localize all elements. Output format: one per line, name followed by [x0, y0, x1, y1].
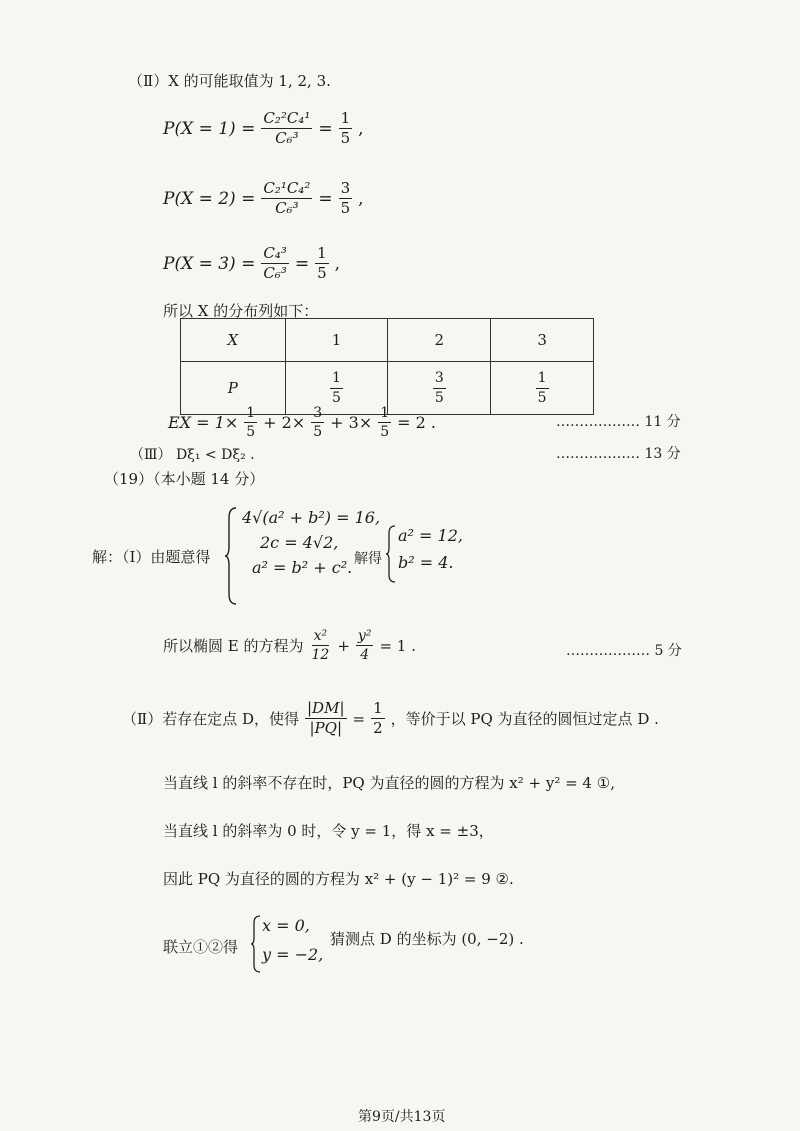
ellipse-fraction-y: [356, 628, 374, 663]
sys3-line: x = 0,: [262, 916, 310, 935]
ex-end: = 2 .: [397, 413, 436, 433]
prob-num: 1: [536, 370, 549, 388]
part2b-lead: （Ⅱ）若存在定点 D，使得: [122, 710, 299, 729]
p1-res-den: 5: [340, 129, 351, 148]
sys1-line: 2c = 4√2,: [260, 533, 339, 552]
sys2-line: a² = 12,: [398, 526, 463, 545]
p2-res-num: 3: [339, 180, 353, 199]
ell-f1-den: 12: [311, 647, 330, 664]
p3-num: C₄³: [261, 245, 289, 264]
prob-fraction: [536, 370, 549, 405]
p1-den: C₆³: [275, 129, 299, 148]
part3-answer: （Ⅲ） Dξ₁ < Dξ₂ .: [130, 447, 255, 463]
ex-f3-num: 1: [378, 405, 391, 423]
sys1-line: 4√(a² + b²) = 16,: [242, 508, 381, 527]
p2-num: C₂¹C₄²: [261, 180, 312, 199]
case-zero-slope: 当直线 l 的斜率为 0 时，令 y = 1，得 x = ±3，: [163, 822, 494, 840]
equation-system-3: [262, 916, 323, 964]
p1-end: ,: [358, 118, 364, 139]
left-brace-icon: [385, 524, 397, 584]
p2-res-den: 5: [340, 199, 351, 218]
ex-mid2: + 3×: [330, 413, 373, 433]
p3-den: C₆³: [263, 264, 287, 283]
score-5: ……………… 5 分: [566, 643, 682, 659]
ex-f3-den: 5: [380, 424, 390, 441]
joint-lead: 联立①②得: [163, 938, 239, 956]
prob-den: 5: [537, 389, 547, 406]
ellipse-intro: 所以椭圆 E 的方程为: [163, 637, 304, 656]
half-den: 2: [373, 719, 383, 738]
table-header-row: [181, 319, 594, 362]
p3-res-den: 5: [317, 264, 327, 283]
part2-heading: （Ⅱ）X 的可能取值为 1, 2, 3.: [128, 72, 331, 90]
prob-fraction: [330, 370, 343, 405]
ex-fraction-1: [244, 405, 257, 440]
p1-comb-fraction: [261, 110, 312, 148]
ratio-den: |PQ|: [309, 719, 342, 738]
p-x2-formula: [163, 180, 364, 218]
ell-f2-den: 4: [360, 647, 370, 664]
page-footer: 第9页/共13页: [358, 1109, 446, 1125]
left-brace-icon: [224, 506, 238, 606]
table-cell: P: [181, 362, 286, 415]
equation-system-2: [398, 526, 463, 572]
half-num: 1: [371, 700, 385, 719]
table-cell: 2: [388, 319, 491, 362]
ell-f1-num: x²: [312, 628, 330, 646]
case-vertical-line: 当直线 l 的斜率不存在时，PQ 为直径的圆的方程为 x² + y² = 4 ①,: [163, 774, 615, 792]
ex-f1-num: 1: [244, 405, 257, 423]
ellipse-fraction-x: [310, 628, 332, 663]
solve-word: 解得: [354, 551, 382, 567]
p3-result-fraction: [315, 245, 329, 283]
table-cell: 1: [285, 319, 388, 362]
sys1-line: a² = b² + c².: [252, 558, 353, 577]
ell-f2-num: y²: [356, 628, 374, 646]
score-13: ……………… 13 分: [556, 446, 681, 462]
p3-res-num: 1: [315, 245, 329, 264]
ell-end: = 1 .: [379, 636, 416, 655]
p3-eq: =: [294, 253, 310, 274]
half-fraction: [371, 700, 385, 738]
ex-f1-den: 5: [246, 424, 256, 441]
part2b-tail: ，等价于以 PQ 为直径的圆恒过定点 D .: [390, 710, 659, 729]
part2b-statement: [122, 700, 659, 738]
prob-num: 1: [330, 370, 343, 388]
score-11: ……………… 11 分: [556, 414, 681, 430]
prob-num: 3: [433, 370, 446, 388]
table-cell: [491, 362, 594, 415]
ex-f2-num: 3: [311, 405, 324, 423]
p-x1-formula: [163, 110, 364, 148]
distribution-table: [180, 318, 594, 415]
question-19-heading: （19）（本小题 14 分）: [104, 470, 265, 488]
table-cell: 3: [491, 319, 594, 362]
left-brace-icon: [250, 914, 262, 974]
p1-res-num: 1: [339, 110, 353, 129]
solution-label: 解：（Ⅰ）由题意得: [92, 548, 211, 566]
ratio-eq: =: [352, 709, 366, 728]
p2-end: ,: [358, 188, 364, 209]
guess-point-d: 猜测点 D 的坐标为 (0, −2) .: [330, 930, 524, 948]
p2-comb-fraction: [261, 180, 312, 218]
p3-comb-fraction: [261, 245, 289, 283]
p2-den: C₆³: [275, 199, 299, 218]
expectation-formula: [168, 405, 436, 440]
ex-mid1: + 2×: [263, 413, 306, 433]
p2-label: P(X = 2) =: [163, 188, 256, 209]
p1-eq: =: [318, 118, 333, 139]
ell-plus: +: [337, 636, 350, 655]
circle-equation-2: 因此 PQ 为直径的圆的方程为 x² + (y − 1)² = 9 ②.: [163, 870, 514, 888]
p1-num: C₂²C₄¹: [261, 110, 312, 129]
p2-eq: =: [318, 188, 333, 209]
ratio-num: |DM|: [305, 700, 347, 719]
sys2-line: b² = 4.: [398, 553, 454, 572]
ex-f2-den: 5: [313, 424, 323, 441]
ratio-fraction: [305, 700, 347, 738]
sys3-line: y = −2,: [262, 945, 324, 964]
prob-fraction: [433, 370, 446, 405]
p3-label: P(X = 3) =: [163, 253, 256, 274]
p-x3-formula: [163, 245, 340, 283]
p1-label: P(X = 1) =: [163, 118, 256, 139]
ellipse-equation: [163, 628, 416, 663]
p1-result-fraction: [339, 110, 353, 148]
ex-fraction-2: [311, 405, 324, 440]
prob-den: 5: [332, 389, 341, 406]
table-cell: X: [181, 319, 286, 362]
p3-end: ,: [334, 253, 341, 274]
distribution-intro: 所以 X 的分布列如下：: [163, 302, 319, 320]
ex-fraction-3: [378, 405, 391, 440]
prob-den: 5: [434, 389, 444, 406]
p2-result-fraction: [339, 180, 353, 218]
ex-lhs: EX = 1×: [168, 413, 239, 433]
